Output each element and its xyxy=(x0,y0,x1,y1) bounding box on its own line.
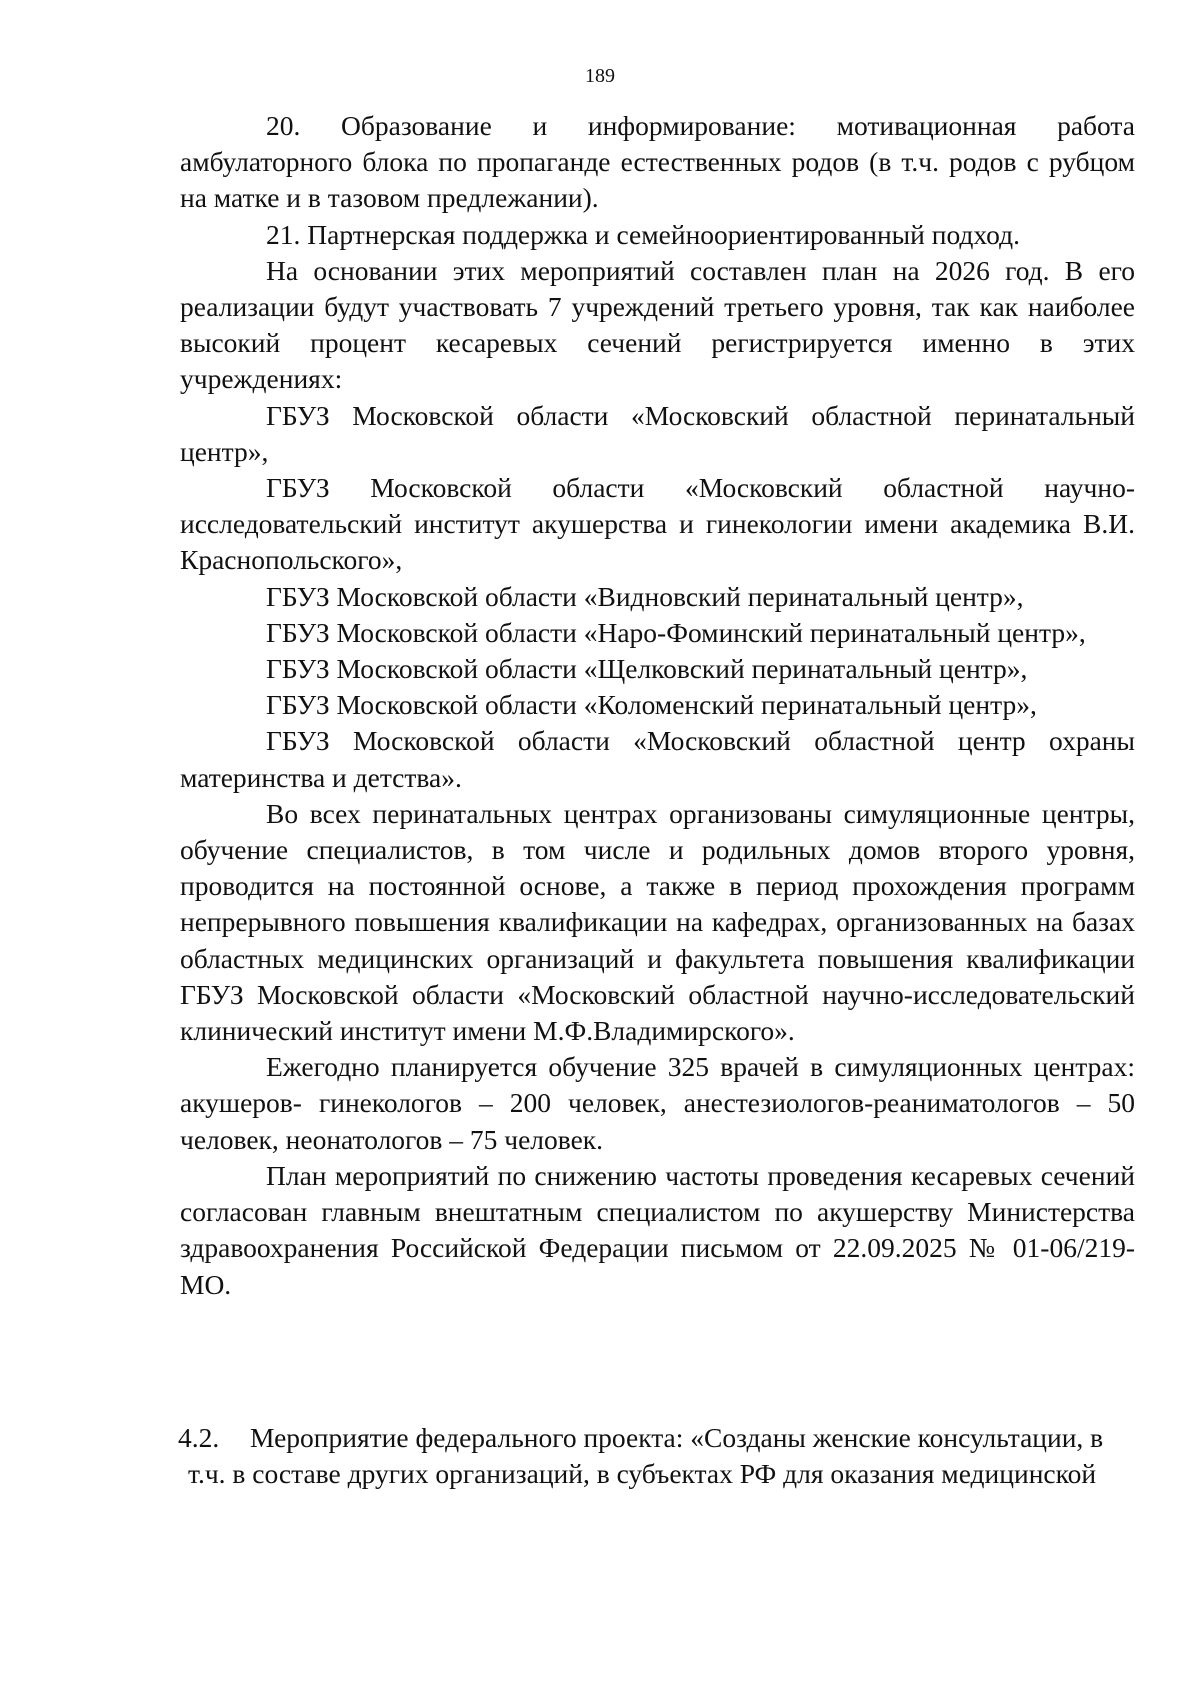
document-body xyxy=(180,108,1135,1303)
institution-item: ГБУЗ Московской области «Московский областной научно-исследовательский институт акушерства и гинекологии имени академика В.И. Краснопольского», xyxy=(180,472,1135,576)
section-title-line-2: т.ч. в составе других организаций, в субъектах РФ для оказания медицинской xyxy=(188,1458,1097,1490)
institution-item: ГБУЗ Московской области «Видновский перинатальный центр», xyxy=(266,580,1024,612)
paragraph-plan-approval: План мероприятий по снижению частоты проведения кесаревых сечений согласован главным внештатным специалистом по акушерству Министерства здравоохранения Российской Федерации письмом от 22.09.2025 № 01-06/219-МО. xyxy=(180,1159,1135,1300)
institution-item: ГБУЗ Московской области «Коломенский перинатальный центр», xyxy=(266,689,1037,721)
institution-item: ГБУЗ Московской области «Щелковский перинатальный центр», xyxy=(266,653,1028,685)
paragraph-annual-training: Ежегодно планируется обучение 325 врачей в симуляционных центрах: акушеров- гинекологов – 200 человек, анестезиологов-реаниматологов – 50 человек, неонатологов – 75 человек. xyxy=(180,1051,1135,1155)
paragraph-simulation-centers: Во всех перинатальных центрах организованы симуляционные центры, обучение специалистов, в том числе и родильных домов второго уровня, проводится на постоянной основе, а также в период прохождения программ непрерывного повышения квалификации на кафедрах, организованных на базах областных медицинских организаций и факультета повышения квалификации ГБУЗ Московской области «Московский областной научно-исследовательский клинический институт имени М.Ф.Владимирского». xyxy=(180,797,1135,1047)
page-number: 189 xyxy=(585,65,615,87)
institution-item: ГБУЗ Московской области «Московский областной перинатальный центр», xyxy=(180,399,1135,467)
paragraph-education: 20. Образование и информирование: мотивационная работа амбулаторного блока по пропаганде естественных родов (в т.ч. родов с рубцом на матке и в тазовом предлежании). xyxy=(180,110,1135,214)
institution-item: ГБУЗ Московской области «Наро-Фоминский перинатальный центр», xyxy=(266,616,1086,648)
section-title-line-1: Мероприятие федерального проекта: «Созданы женские консультации, в xyxy=(250,1422,1104,1453)
section-number: 4.2. xyxy=(178,1422,220,1453)
paragraph-partner-support: 21. Партнерская поддержка и семейноориентированный подход. xyxy=(266,218,1020,250)
section-heading xyxy=(178,1420,1136,1492)
section-line-1 xyxy=(178,1420,1136,1456)
paragraph-plan-2026: На основании этих мероприятий составлен план на 2026 год. В его реализации будут участвовать 7 учреждений третьего уровня, так как наиболее высокий процент кесаревых сечений регистрируется именно в этих учреждениях: xyxy=(180,254,1135,395)
institution-item: ГБУЗ Московской области «Московский областной центр охраны материнства и детства». xyxy=(180,725,1135,793)
